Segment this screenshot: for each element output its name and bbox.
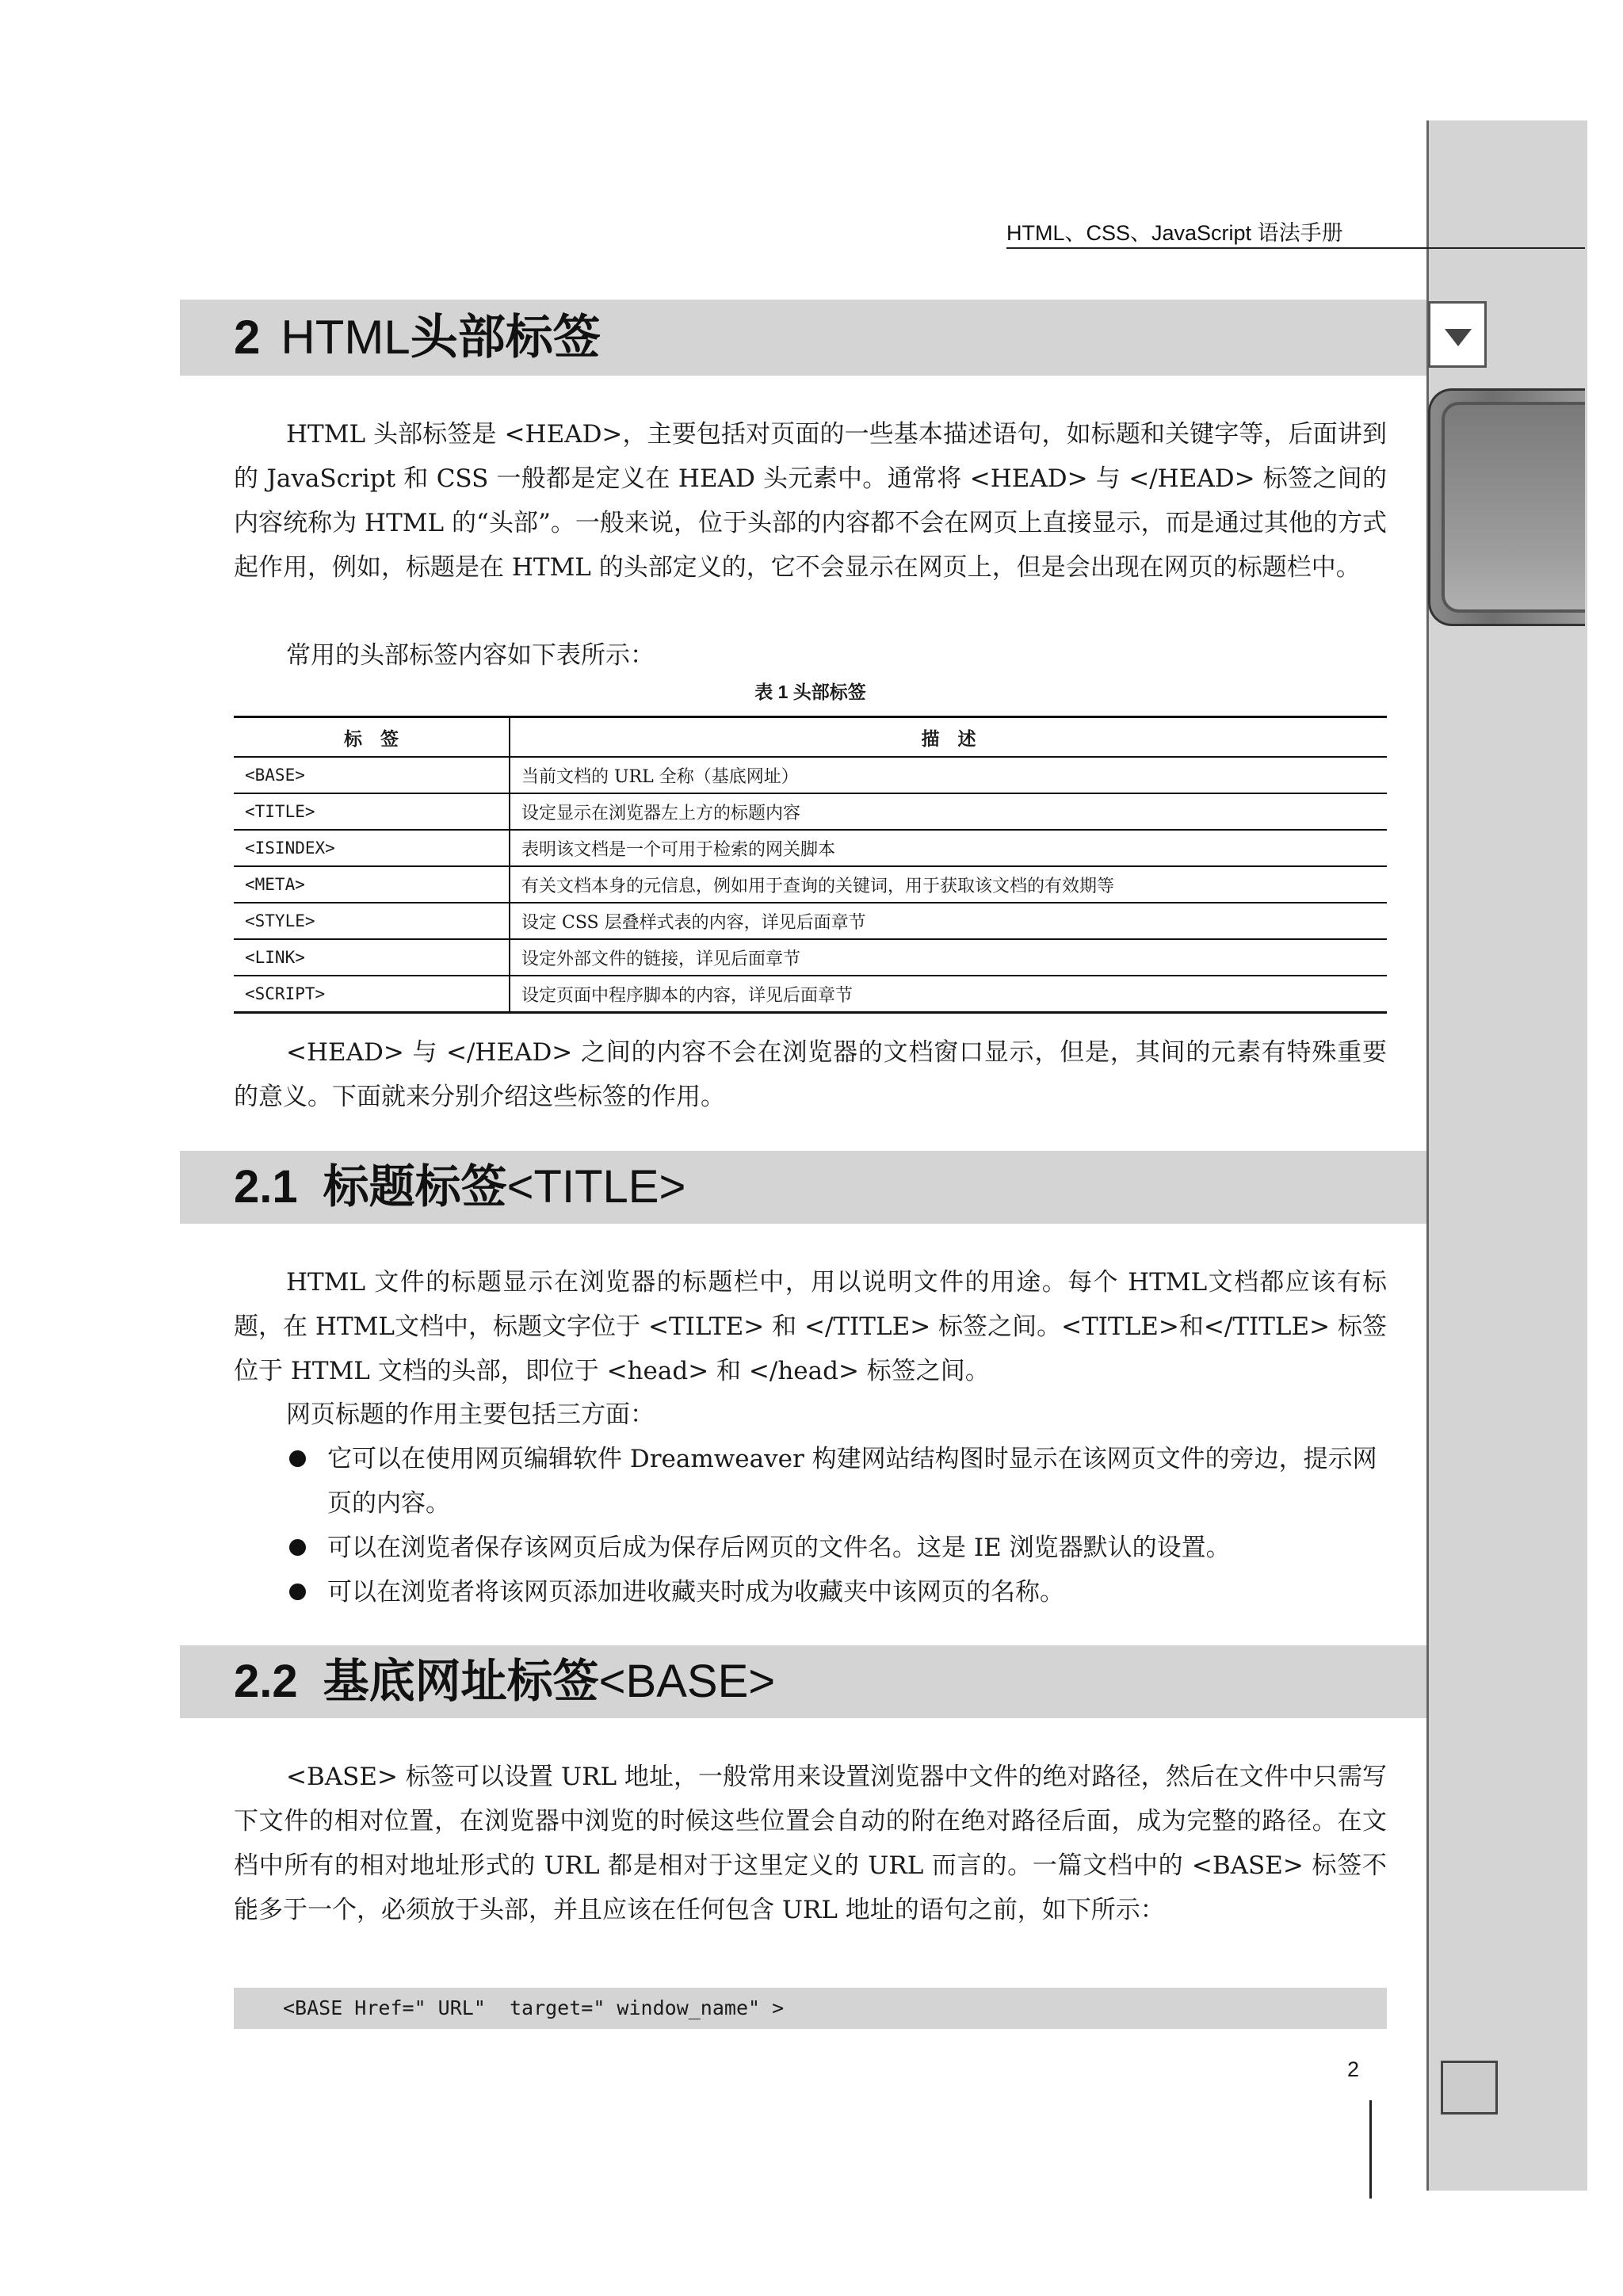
bullet-text: 可以在浏览者将该网页添加进收藏夹时成为收藏夹中该网页的名称。 <box>327 1578 1064 1606</box>
table-cell-tag: <STYLE> <box>234 903 510 939</box>
table-row <box>234 903 1387 939</box>
table-cell-tag: <SCRIPT> <box>234 976 510 1013</box>
table-cell-description: 表明该文档是一个可用于检索的网关脚本 <box>510 830 1387 866</box>
table-row <box>234 976 1387 1013</box>
bullet-dot-icon <box>289 1539 306 1556</box>
table-row <box>234 757 1387 793</box>
bullet-item <box>288 1437 1389 1526</box>
section-2-2-heading <box>180 1645 1426 1718</box>
page-number-rule <box>1369 2100 1372 2199</box>
section-title-prefix: HTML <box>281 311 411 364</box>
table-row <box>234 793 1387 830</box>
table-row <box>234 830 1387 866</box>
section-2-paragraph-2: 常用的头部标签内容如下表所示： <box>286 641 655 670</box>
table-cell-description: 有关文档本身的元信息，例如用于查询的关键词，用于获取该文档的有效期等 <box>510 866 1387 903</box>
bullet-text: 可以在浏览者保存该网页后成为保存后网页的文件名。这是 IE 浏览器默认的设置。 <box>327 1534 1231 1562</box>
table-cell-tag: <META> <box>234 866 510 903</box>
bullet-item <box>288 1570 1389 1614</box>
section-title-suffix: 头部标签 <box>410 311 601 364</box>
table-cell-description: 设定页面中程序脚本的内容，详见后面章节 <box>510 976 1387 1013</box>
table-cell-description: 设定显示在浏览器左上方的标题内容 <box>510 793 1387 830</box>
side-square-box <box>1441 2061 1498 2115</box>
section-2-heading <box>180 300 1426 376</box>
section-number: 2 <box>234 311 261 364</box>
triangle-down-icon <box>1445 329 1472 346</box>
table-header-tag: 标 签 <box>234 717 510 758</box>
section-title-tag: <BASE> <box>598 1656 776 1707</box>
code-sample: <BASE Href=" URL" target=" window_name" > <box>234 1988 1387 2029</box>
side-toggle-box <box>1428 301 1487 368</box>
table-header-row <box>234 717 1387 758</box>
section-title-tag: <TITLE> <box>506 1161 686 1213</box>
table-cell-tag: <ISINDEX> <box>234 830 510 866</box>
table-caption: 表 1 头部标签 <box>754 682 866 702</box>
head-tags-table <box>234 716 1387 1014</box>
table-cell-description: 当前文档的 URL 全称（基底网址） <box>510 757 1387 793</box>
section-title: 基底网址标签 <box>323 1656 599 1707</box>
section-number: 2.1 <box>234 1161 298 1213</box>
section-2-1-heading <box>180 1151 1426 1224</box>
table-cell-description: 设定外部文件的链接，详见后面章节 <box>510 939 1387 976</box>
section-2-1-paragraph: HTML 文件的标题显示在浏览器的标题栏中，用以说明文件的用途。每个 HTML文档都应该有标题，在 HTML文档中，标题文字位于 <TILTE> 和 </TITLE> 标签之间。<TITLE>和</TITLE> 标签位于 HTML 文档的头部，即位于 <head> 和 </head> 标签之间。 <box>234 1268 1388 1385</box>
table-cell-tag: <BASE> <box>234 757 510 793</box>
section-number: 2.2 <box>234 1656 298 1707</box>
bullet-dot-icon <box>289 1584 306 1600</box>
side-thumb-tab-inner <box>1442 402 1585 613</box>
section-2-after-table: <HEAD> 与 </HEAD> 之间的内容不会在浏览器的文档窗口显示，但是，其间的元素有特殊重要的意义。下面就来分别介绍这些标签的作用。 <box>234 1038 1387 1111</box>
running-header: HTML、CSS、JavaScript 语法手册 <box>1006 221 1343 245</box>
section-2-1-intro: 网页标题的作用主要包括三方面： <box>286 1400 655 1429</box>
table-header-description: 描 述 <box>510 717 1387 758</box>
section-title: 标题标签 <box>323 1161 507 1213</box>
table-row <box>234 866 1387 903</box>
running-header-rule <box>1006 247 1585 249</box>
bullet-item <box>288 1526 1389 1570</box>
table-cell-description: 设定 CSS 层叠样式表的内容，详见后面章节 <box>510 903 1387 939</box>
bullet-dot-icon <box>289 1450 306 1467</box>
section-2-paragraph-1: HTML 头部标签是 <HEAD>，主要包括对页面的一些基本描述语句，如标题和关键字等，后面讲到的 JavaScript 和 CSS 一般都是定义在 HEAD 头元素中。通常将 <HEAD> 与 </HEAD> 标签之间的内容统称为 HTML 的“头部”。一般来说，位于头部的内容都不会在网页上直接显示，而是通过其他的方式起作用，例如，标题是在 HTML 的头部定义的，它不会显示在网页上，但是会出现在网页的标题栏中。 <box>234 420 1387 582</box>
page-number: 2 <box>1347 2057 1360 2081</box>
table-cell-tag: <TITLE> <box>234 793 510 830</box>
table-cell-tag: <LINK> <box>234 939 510 976</box>
section-2-2-paragraph: <BASE> 标签可以设置 URL 地址，一般常用来设置浏览器中文件的绝对路径，然后在文件中只需写下文件的相对位置，在浏览器中浏览的时候这些位置会自动的附在绝对路径后面，成为完整的路径。在文档中所有的相对地址形式的 URL 都是相对于这里定义的 URL 而言的。一篇文档中的 <BASE> 标签不能多于一个，必须放于头部，并且应该在任何包含 URL 地址的语句之前，如下所示： <box>234 1763 1387 1924</box>
side-thumb-tab <box>1428 388 1585 626</box>
table-row <box>234 939 1387 976</box>
bullet-text: 它可以在使用网页编辑软件 Dreamweaver 构建网站结构图时显示在该网页文件的旁边，提示网页的内容。 <box>327 1445 1377 1518</box>
